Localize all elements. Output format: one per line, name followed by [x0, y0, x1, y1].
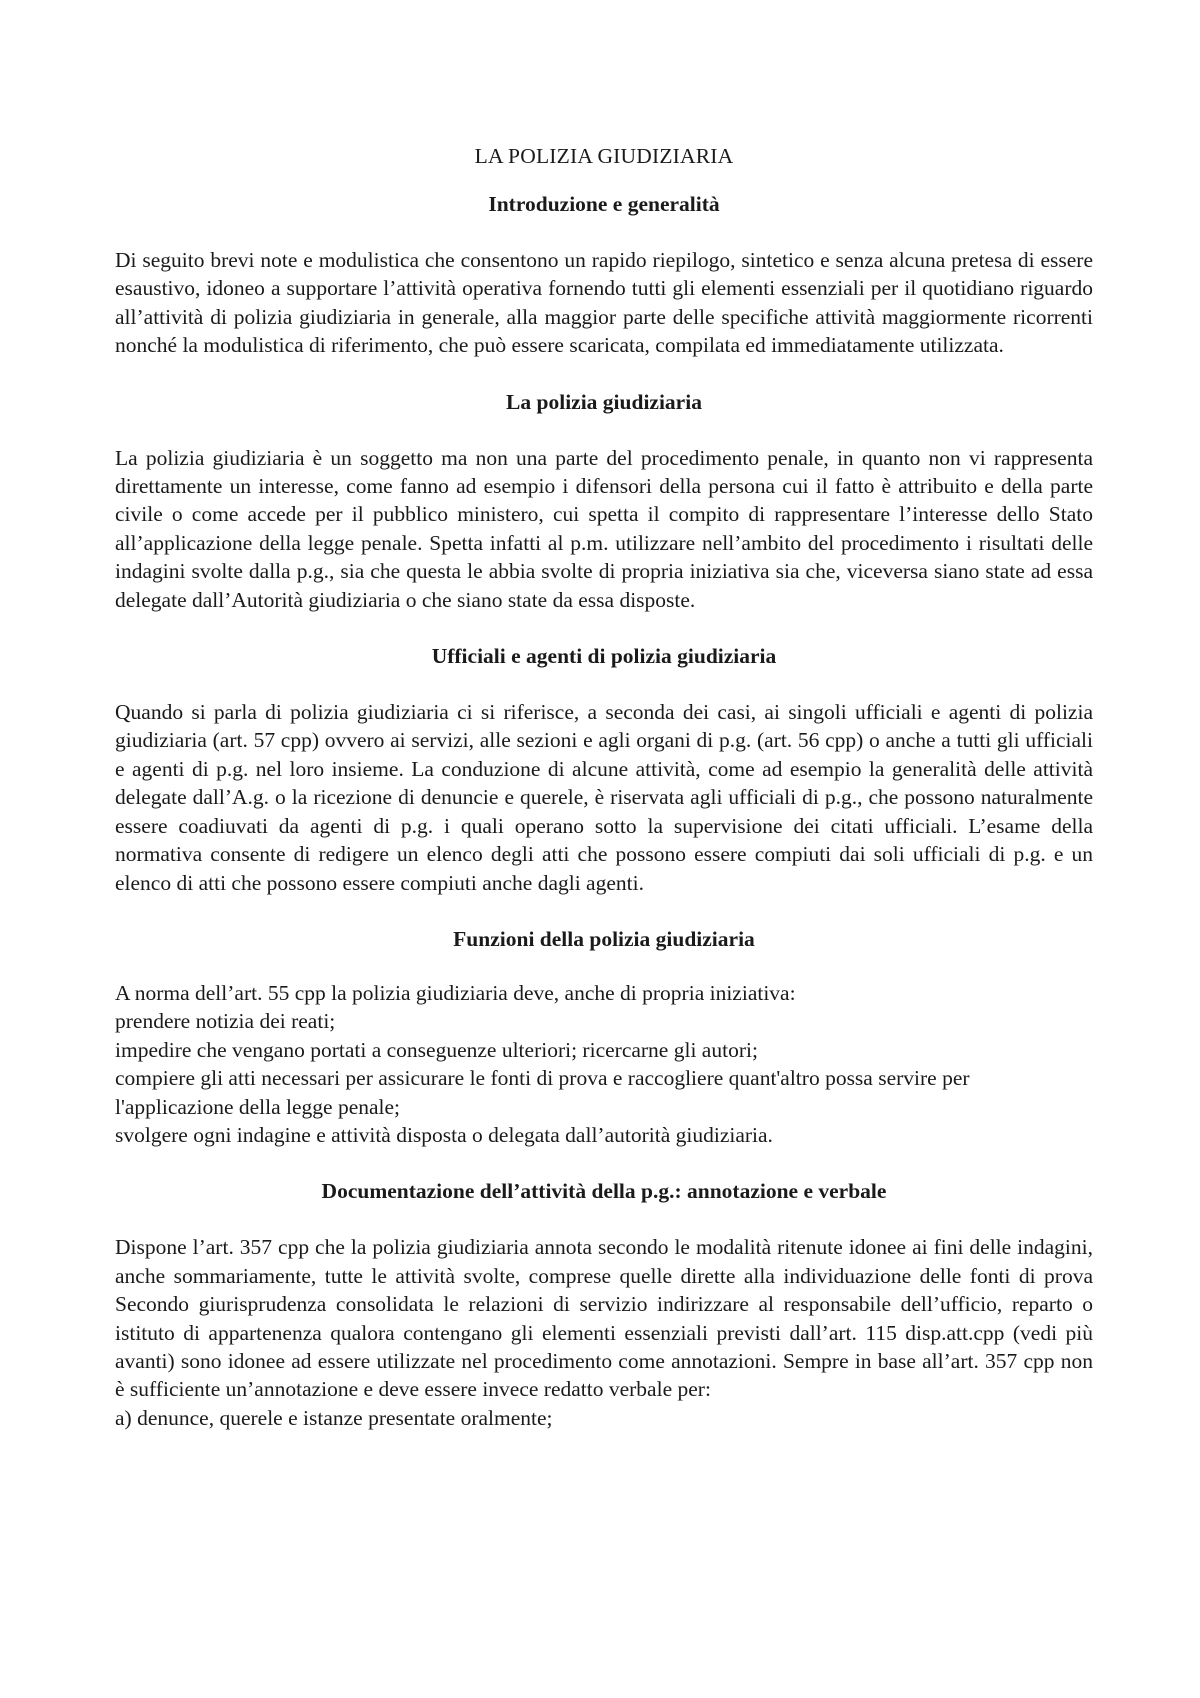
verbale-list	[115, 1404, 1093, 1432]
section-paragraph: Di seguito brevi note e modulistica che consentono un rapido riepilogo, sintetico e senza alcuna pretesa di essere esaustivo, idoneo a supportare l’attività operativa fornendo tutti gli elementi essenziali per il quotidiano riguardo all’attività di polizia giudiziaria in generale, alla maggior parte delle specifiche attività maggiormente ricorrenti nonché la modulistica di riferimento, che può essere scaricata, compilata ed immediatamente utilizzata.	[115, 248, 1093, 358]
document-body	[115, 142, 1093, 1460]
list-item: a) denunce, querele e istanze presentate oralmente;	[115, 1405, 553, 1430]
list-item: prendere notizia dei reati;	[115, 1009, 336, 1034]
section-paragraph: Quando si parla di polizia giudiziaria ci si riferisce, a seconda dei casi, ai singoli ufficiali e agenti di polizia giudiziaria (art. 57 cpp) ovvero ai servizi, alle sezioni e agli organi di p.g. (art. 56 cpp) o anche a tutti gli ufficiali e agenti di p.g. nel loro insieme. La conduzione di alcune attività, come ad esempio la generalità delle attività delegate dall’A.g. o la ricezione di denuncie e querele, è riservata agli ufficiali di p.g., che possono naturalmente essere coadiuvati da agenti di p.g. i quali operano sotto la supervisione dei citati ufficiali. L’esame della normativa consente di redigere un elenco degli atti che possono essere compiuti dai soli ufficiali di p.g. e un elenco di atti che possono essere compiuti anche dagli agenti.	[115, 700, 1093, 895]
section-paragraph: La polizia giudiziaria è un soggetto ma non una parte del procedimento penale, in quanto non vi rappresenta direttamente un interesse, come fanno ad esempio i difensori della persona cui il fatto è attribuito e della parte civile o come accede per il pubblico ministero, cui spetta il compito di rappresentare l’interesse dello Stato all’applicazione della legge penale. Spetta infatti al p.m. utilizzare nell’ambito del procedimento i risultati delle indagini svolte dalla p.g., sia che questa le abbia svolte di propria iniziativa sia che, viceversa siano state ad essa delegate dall’Autorità giudiziaria o che siano state da essa disposte.	[115, 445, 1093, 612]
section-introduzione	[115, 190, 1093, 360]
section-ufficiali-agenti	[115, 642, 1093, 897]
section-heading: Introduzione e generalità	[488, 192, 720, 216]
section-documentazione	[115, 1177, 1093, 1432]
list-item: A norma dell’art. 55 cpp la polizia giudiziaria deve, anche di propria iniziativa:	[115, 980, 796, 1005]
functions-list	[115, 979, 1093, 1149]
section-paragraph: Dispone l’art. 357 cpp che la polizia giudiziaria annota secondo le modalità ritenute idonee ai fini delle indagini, anche sommariamente, tutte le attività svolte, comprese quelle dirette alla individuazione delle fonti di prova Secondo giurisprudenza consolidata le relazioni di servizio indirizzare al responsabile dell’ufficio, reparto o istituto di appartenenza qualora contengano gli elementi essenziali previsti dall’art. 115 disp.att.cpp (vedi più avanti) sono idonee ad essere utilizzate nel procedimento come annotazioni. Sempre in base all’art. 357 cpp non è sufficiente un’annotazione e deve essere invece redatto verbale per:	[115, 1235, 1093, 1402]
list-item: compiere gli atti necessari per assicurare le fonti di prova e raccogliere quant'altro possa servire per l'applicazione della legge penale;	[115, 1066, 970, 1119]
section-funzioni	[115, 925, 1093, 1149]
list-item: impedire che vengano portati a conseguenze ulteriori; ricercarne gli autori;	[115, 1037, 758, 1062]
section-polizia-giudiziaria	[115, 388, 1093, 614]
list-item: svolgere ogni indagine e attività disposta o delegata dall’autorità giudiziaria.	[115, 1122, 773, 1147]
section-heading: Funzioni della polizia giudiziaria	[453, 926, 755, 951]
section-heading: La polizia giudiziaria	[506, 389, 702, 414]
section-heading: Ufficiali e agenti di polizia giudiziaria	[431, 644, 777, 669]
section-heading: Documentazione dell’attività della p.g.: annotazione e verbale	[321, 1179, 887, 1204]
document-title: LA POLIZIA GIUDIZIARIA	[474, 144, 734, 168]
